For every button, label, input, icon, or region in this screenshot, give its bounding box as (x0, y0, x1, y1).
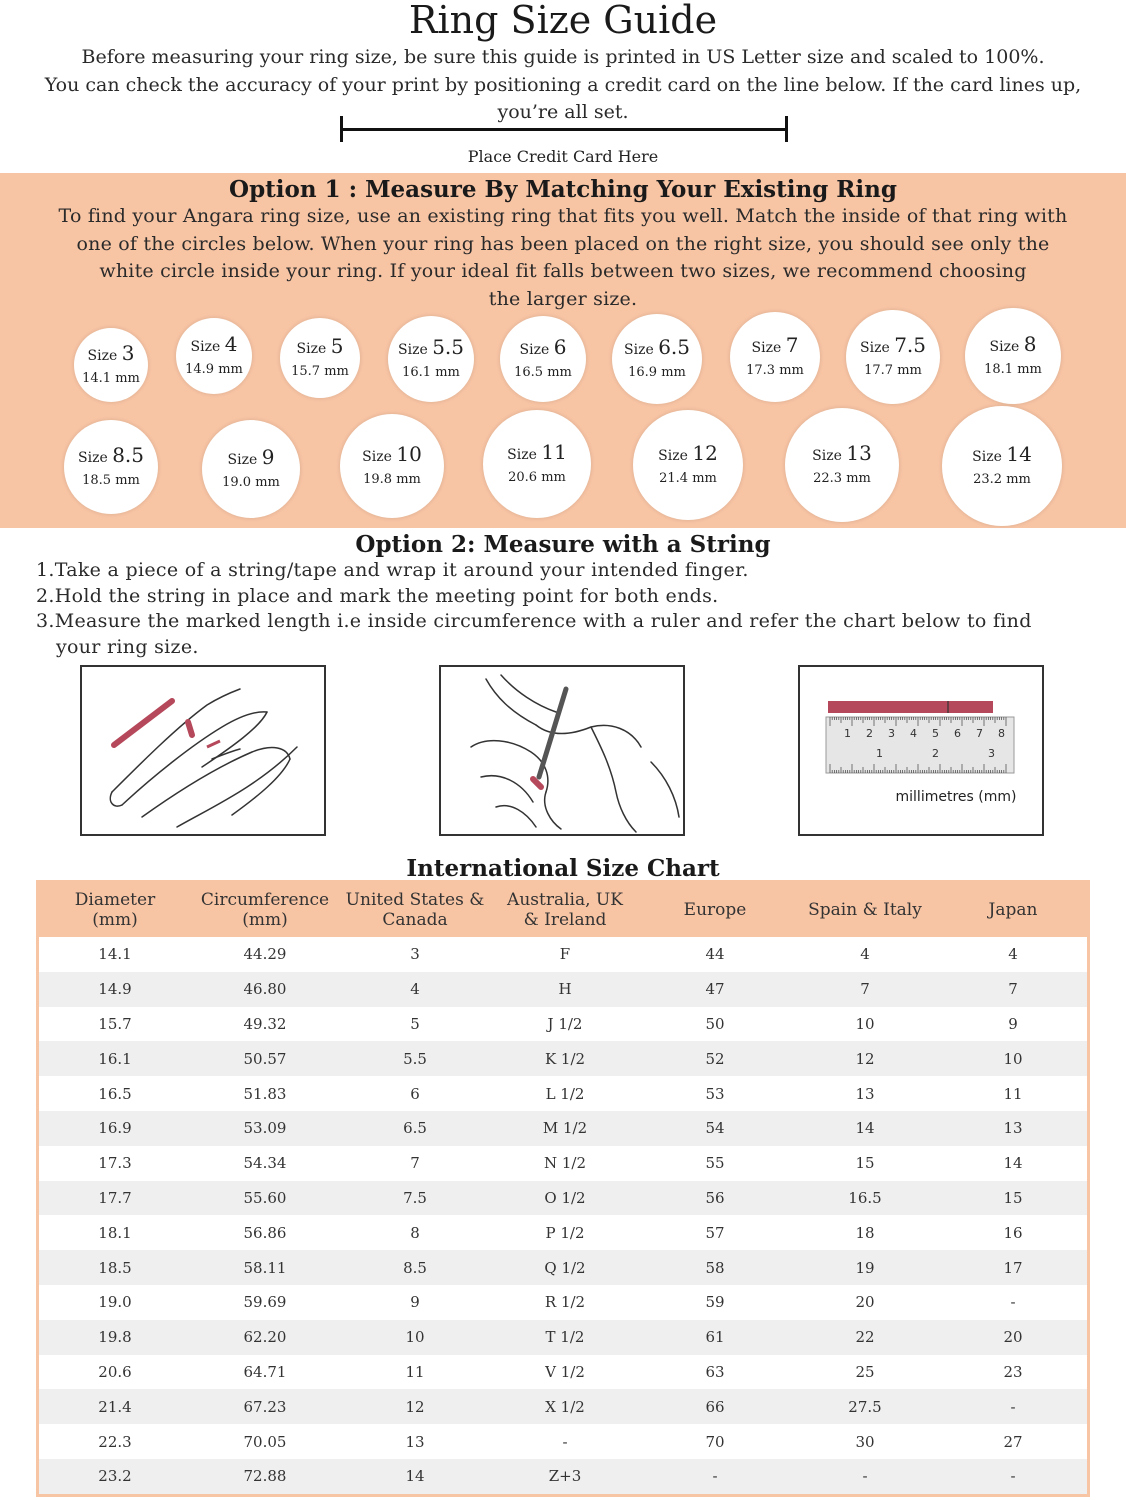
table-row (38, 1111, 1089, 1146)
header-diameter: Diameter (mm) (38, 882, 192, 938)
table-cell: 12 (791, 1041, 939, 1076)
size-number: 8 (1023, 331, 1037, 356)
ring-size-circle (942, 406, 1062, 526)
size-label: Size (507, 446, 537, 463)
table-cell: 6 (410, 1084, 420, 1103)
table-cell: 4 (1008, 945, 1018, 964)
table-cell: 22 (791, 1320, 939, 1355)
size-mm: 17.7 mm (864, 362, 922, 378)
table-cell: 11 (405, 1362, 425, 1381)
table-cell: 16.1 (38, 1041, 192, 1076)
table-cell: 61 (639, 1320, 791, 1355)
ring-size-circle (785, 408, 899, 522)
table-cell: 53.09 (191, 1111, 339, 1146)
size-number: 13 (846, 440, 872, 465)
table-cell: 54.34 (243, 1154, 287, 1173)
table-cell: J 1/2 (547, 1014, 583, 1033)
ruler-top-label: 7 (976, 727, 983, 740)
table-cell: P 1/2 (545, 1223, 585, 1242)
size-label: Size (190, 338, 221, 355)
table-cell: 19 (791, 1250, 939, 1285)
table-row (38, 1355, 1089, 1390)
table-cell: 50.57 (191, 1041, 339, 1076)
card-line-label: Place Credit Card Here (467, 147, 659, 166)
ring-size-circle (846, 310, 940, 404)
step-3: 3.Measure the marked length i.e inside circumference with a ruler and refer the chart below to find your ring size. (36, 610, 1032, 658)
header-au-uk-ie: Australia, UK & Ireland (491, 882, 639, 938)
table-cell: R 1/2 (544, 1293, 586, 1312)
hand-mark-icon (441, 667, 683, 834)
ruler-top-label: 2 (866, 727, 873, 740)
table-cell: 19.8 (38, 1320, 192, 1355)
table-row (38, 937, 1089, 972)
ruler-top-label: 4 (910, 727, 917, 740)
option1-instructions (55, 203, 1071, 313)
size-label: Size (972, 448, 1002, 465)
page-title: Ring Size Guide (408, 0, 718, 42)
size-label: Size (860, 339, 890, 356)
table-cell: 22.3 (98, 1432, 132, 1451)
size-number: 5.5 (432, 334, 464, 359)
table-cell: 18.5 (38, 1250, 192, 1285)
table-cell: 63 (705, 1362, 725, 1381)
size-mm: 16.9 mm (628, 364, 686, 380)
header-circumference: Circumference (mm) (191, 882, 339, 938)
table-cell: 25 (855, 1362, 875, 1381)
ring-size-circle (340, 414, 444, 518)
table-cell: 8.5 (339, 1250, 491, 1285)
size-mm: 18.1 mm (984, 361, 1042, 377)
ring-size-circle (176, 318, 252, 394)
ruler-bottom-label: 2 (932, 747, 939, 760)
table-cell: 44 (705, 945, 725, 964)
table-cell: 27.5 (791, 1389, 939, 1424)
table-cell: 56 (639, 1181, 791, 1216)
table-cell: 4 (339, 972, 491, 1007)
table-cell: - (791, 1459, 939, 1495)
table-cell: - (639, 1459, 791, 1495)
size-label: Size (398, 341, 428, 358)
table-cell: 47 (639, 972, 791, 1007)
size-mm: 16.5 mm (514, 364, 572, 380)
size-mm: 14.1 mm (82, 370, 140, 386)
step-1: 1.Take a piece of a string/tape and wrap it around your intended finger. (36, 559, 749, 581)
table-header-row (38, 882, 1089, 938)
table-row (38, 1181, 1089, 1216)
table-cell: 17 (939, 1250, 1089, 1285)
size-label: Size (227, 451, 258, 468)
table-cell: 59 (705, 1293, 725, 1312)
table-cell: 27 (1003, 1432, 1023, 1451)
hand-wrap-icon (82, 667, 324, 834)
table-cell: 53 (705, 1084, 725, 1103)
table-cell: 15 (855, 1154, 875, 1173)
table-cell: 13 (939, 1111, 1089, 1146)
ring-size-circle (280, 318, 360, 398)
table-cell: 18 (855, 1223, 875, 1242)
table-cell: 64.71 (243, 1362, 287, 1381)
ring-size-circle (965, 308, 1061, 404)
table-cell: 62.20 (191, 1320, 339, 1355)
table-cell: 8 (410, 1223, 420, 1242)
size-number: 4 (224, 331, 238, 356)
table-row (38, 1007, 1089, 1042)
table-cell: 70.05 (243, 1432, 287, 1451)
size-label: Size (624, 341, 654, 358)
ruler-bottom-label: 1 (876, 747, 883, 760)
table-cell: L 1/2 (545, 1084, 585, 1103)
size-label: Size (296, 340, 327, 357)
table-cell: 17.3 (98, 1154, 132, 1173)
table-cell: 66 (639, 1389, 791, 1424)
table-cell: H (491, 972, 639, 1007)
table-cell: 16.5 (98, 1084, 132, 1103)
table-cell: Z+3 (491, 1459, 639, 1495)
size-number: 12 (692, 440, 718, 465)
size-number: 8.5 (112, 442, 144, 467)
ring-size-circle (730, 312, 820, 402)
ruler-unit-label: millimetres (mm) (895, 789, 1017, 805)
ring-size-circle (202, 420, 300, 518)
table-cell: K 1/2 (491, 1041, 639, 1076)
step-2: 2.Hold the string in place and mark the meeting point for both ends. (36, 584, 719, 607)
table-cell: 20.6 (98, 1362, 132, 1381)
ruler-top-label: 8 (998, 727, 1005, 740)
table-cell: 19.0 (98, 1293, 132, 1312)
table-row (38, 1146, 1089, 1181)
ring-size-circle (500, 316, 586, 402)
table-cell: V 1/2 (545, 1362, 585, 1381)
ring-size-circle (483, 410, 591, 518)
table-cell: 3 (410, 945, 420, 964)
size-mm: 23.2 mm (973, 471, 1031, 487)
ruler-icon (800, 667, 1042, 834)
header-japan: Japan (939, 882, 1089, 938)
table-cell: 10 (339, 1320, 491, 1355)
card-line-bar (340, 128, 788, 131)
table-cell: O 1/2 (491, 1181, 639, 1216)
table-cell: 7 (410, 1154, 420, 1173)
table-cell: 55 (705, 1154, 725, 1173)
option1-line: white circle inside your ring. If your ideal fit falls between two sizes, we recommend choosing (99, 260, 1027, 282)
table-row (38, 1459, 1089, 1495)
option1-title: Option 1 : Measure By Matching Your Existing Ring (229, 176, 897, 203)
header-spain-italy: Spain & Italy (791, 882, 939, 938)
size-number: 9 (261, 444, 275, 469)
table-row (38, 1041, 1089, 1076)
table-cell: 14 (1003, 1154, 1023, 1173)
table-row (38, 972, 1089, 1007)
size-number: 5 (330, 333, 344, 358)
table-cell: 16 (1003, 1223, 1023, 1242)
table-cell: 52 (639, 1041, 791, 1076)
size-number: 7 (785, 332, 799, 357)
illustration-ruler (798, 665, 1044, 836)
table-cell: 17.7 (38, 1181, 192, 1216)
intro-line: you’re all set. (497, 101, 629, 123)
size-label: Size (658, 447, 688, 464)
size-mm: 19.8 mm (363, 471, 421, 487)
table-cell: 11 (1003, 1084, 1023, 1103)
table-cell: 7.5 (339, 1181, 491, 1216)
illustration-mark-string (439, 665, 685, 836)
header-europe: Europe (639, 882, 791, 938)
table-cell: 7 (939, 972, 1089, 1007)
ring-size-circle (74, 328, 148, 402)
table-cell: 54 (639, 1111, 791, 1146)
table-cell: 44.29 (243, 945, 287, 964)
size-mm: 22.3 mm (813, 470, 871, 486)
size-number: 6.5 (658, 334, 690, 359)
table-cell: 5.5 (339, 1041, 491, 1076)
table-cell: 6.5 (339, 1111, 491, 1146)
table-cell: 67.23 (191, 1389, 339, 1424)
table-cell: 57 (705, 1223, 725, 1242)
table-cell: 13 (405, 1432, 425, 1451)
international-size-chart (36, 880, 1090, 1497)
size-mm: 15.7 mm (291, 363, 349, 379)
table-row (38, 1076, 1089, 1111)
table-cell: 30 (855, 1432, 875, 1451)
table-cell: 10 (939, 1041, 1089, 1076)
table-cell: Q 1/2 (491, 1250, 639, 1285)
credit-card-line (340, 116, 788, 142)
size-mm: 18.5 mm (82, 472, 140, 488)
table-cell: 58 (639, 1250, 791, 1285)
table-cell: 49.32 (243, 1014, 287, 1033)
intro-line: Before measuring your ring size, be sure this guide is printed in US Letter size and scaled to 100%. (81, 46, 1045, 68)
size-number: 7.5 (894, 332, 926, 357)
table-cell: 20 (855, 1293, 875, 1312)
size-mm: 16.1 mm (402, 364, 460, 380)
ring-size-circle (612, 314, 702, 404)
table-cell: 21.4 (38, 1389, 192, 1424)
table-cell: 59.69 (243, 1293, 287, 1312)
illustration-wrap-string (80, 665, 326, 836)
size-label: Size (751, 339, 782, 356)
table-cell: - (939, 1459, 1089, 1495)
option2-steps (36, 558, 1076, 660)
size-number: 10 (396, 441, 422, 466)
size-mm: 17.3 mm (746, 362, 804, 378)
size-label: Size (87, 347, 118, 364)
ring-size-circle (388, 316, 474, 402)
table-cell: 23 (1003, 1362, 1023, 1381)
table-cell: M 1/2 (491, 1111, 639, 1146)
table-cell: 51.83 (243, 1084, 287, 1103)
table-cell: 50 (705, 1014, 725, 1033)
table-cell: 15.7 (98, 1014, 132, 1033)
table-cell: 18.1 (98, 1223, 132, 1242)
table-cell: 16.9 (38, 1111, 192, 1146)
size-number: 11 (541, 439, 567, 464)
table-cell: X 1/2 (491, 1389, 639, 1424)
string-strip (828, 701, 993, 713)
table-cell: 46.80 (191, 972, 339, 1007)
table-cell: 4 (860, 945, 870, 964)
table-cell: 5 (410, 1014, 420, 1033)
option2-title: Option 2: Measure with a String (355, 531, 771, 558)
header-us-canada: United States & Canada (339, 882, 491, 938)
table-cell: N 1/2 (543, 1154, 587, 1173)
intro-text (20, 44, 1106, 127)
size-mm: 14.9 mm (185, 361, 243, 377)
table-cell: T 1/2 (491, 1320, 639, 1355)
size-number: 3 (121, 340, 135, 365)
table-cell: 72.88 (191, 1459, 339, 1495)
size-mm: 21.4 mm (659, 470, 717, 486)
ruler-top-label: 1 (844, 727, 851, 740)
table-cell: 56.86 (243, 1223, 287, 1242)
table-cell: 14.1 (98, 945, 132, 964)
table-cell: - (1010, 1293, 1016, 1312)
table-row (38, 1389, 1089, 1424)
card-line-right-cap (785, 116, 788, 142)
table-cell: 13 (855, 1084, 875, 1103)
ring-size-circle (633, 410, 743, 520)
table-row (38, 1285, 1089, 1320)
table-row (38, 1320, 1089, 1355)
table-cell: 10 (855, 1014, 875, 1033)
table-cell: 58.11 (191, 1250, 339, 1285)
table-cell: 15 (939, 1181, 1089, 1216)
table-cell: 70 (705, 1432, 725, 1451)
card-line-left-cap (340, 116, 343, 142)
table-cell: 14 (791, 1111, 939, 1146)
table-cell: 12 (339, 1389, 491, 1424)
option1-line: one of the circles below. When your ring has been placed on the right size, you should see only the (76, 232, 1050, 255)
table-cell: 14.9 (38, 972, 192, 1007)
size-label: Size (519, 341, 550, 358)
size-label: Size (812, 447, 842, 464)
size-label: Size (362, 448, 392, 465)
table-cell: 16.5 (791, 1181, 939, 1216)
size-number: 6 (553, 334, 567, 359)
table-cell: F (559, 945, 571, 964)
size-mm: 20.6 mm (508, 469, 566, 485)
table-row (38, 1250, 1089, 1285)
table-cell: 20 (939, 1320, 1089, 1355)
ruler-top-label: 6 (954, 727, 961, 740)
table-cell: - (939, 1389, 1089, 1424)
table-row (38, 1215, 1089, 1250)
table-cell: 55.60 (191, 1181, 339, 1216)
table-cell: 9 (1008, 1014, 1018, 1033)
table-cell: 7 (791, 972, 939, 1007)
size-label: Size (989, 338, 1020, 355)
ruler-top-label: 3 (888, 727, 895, 740)
table-cell: 14 (339, 1459, 491, 1495)
option1-line: the larger size. (488, 287, 638, 310)
size-mm: 19.0 mm (222, 474, 280, 490)
table-cell: 23.2 (38, 1459, 192, 1495)
ring-size-circle (64, 420, 158, 514)
size-label: Size (78, 449, 108, 466)
table-cell: 9 (410, 1293, 420, 1312)
size-chart-title: International Size Chart (406, 855, 720, 882)
option1-line: To find your Angara ring size, use an existing ring that fits you well. Match the inside of that ring with (58, 205, 1068, 227)
size-number: 14 (1006, 441, 1032, 466)
intro-line: You can check the accuracy of your print by positioning a credit card on the line below. If the card lines up, (44, 73, 1082, 96)
ruler-bottom-label: 3 (988, 747, 995, 760)
table-cell: - (562, 1432, 568, 1451)
table-row (38, 1424, 1089, 1459)
ruler-top-label: 5 (932, 727, 939, 740)
